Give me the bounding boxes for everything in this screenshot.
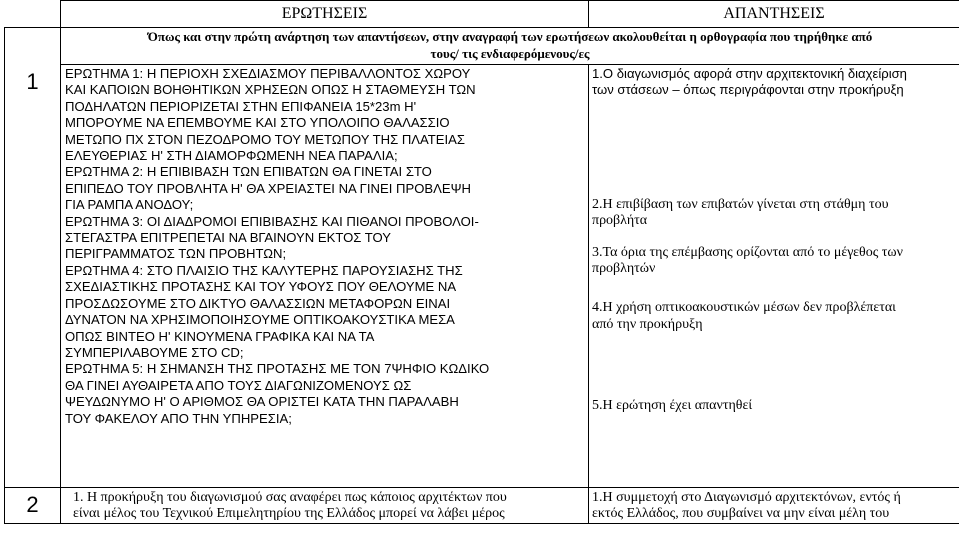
note-line-2: τους/ τις ενδιαφερόμενους/ες <box>430 46 590 61</box>
note-line-1: Όπως και στην πρώτη ανάρτηση των απαντήσεων, στην αναγραφή των ερωτήσεων ακολουθείται η ορθογραφία που τηρήθηκε από <box>147 29 873 44</box>
qa-table <box>4 0 959 524</box>
answer-line: 2.Η επιβίβαση των επιβατών γίνεται στη στάθμη του <box>592 196 889 212</box>
question-line: ΠΡΟΣΔΩΣΟΥΜΕ ΣΤΟ ΔΙΚΤΥΟ ΘΑΛΑΣΣΙΩΝ ΜΕΤΑΦΟΡΩΝ ΕΙΝΑΙ <box>65 295 451 311</box>
question-line: ΚΑΙ ΚΑΠΟΙΩΝ ΒΟΗΘΗΤΙΚΩΝ ΧΡΗΣΕΩΝ ΟΠΩΣ Η ΣΤΑΘΜΕΥΣΗ ΤΩΝ <box>65 82 476 98</box>
question-line: ΣΤΕΓΑΣΤΡΑ ΕΠΙΤΡΕΠΕΤΑΙ ΝΑ ΒΓΑΙΝΟΥΝ ΕΚΤΟΣ ΤΟΥ <box>65 230 392 246</box>
question-line: ΕΠΙΠΕΔΟ ΤΟΥ ΠΡΟΒΛΗΤΑ Η' ΘΑ ΧΡΕΙΑΣΤΕΙ ΝΑ ΓΙΝΕΙ ΠΡΟΒΛΕΨΗ <box>65 180 471 196</box>
question-line: ΓΙΑ ΡΑΜΠΑ ΑΝΟΔΟΥ; <box>65 197 194 213</box>
row-number-2: 2 <box>5 488 61 524</box>
question-line: ΣΥΜΠΕΡΙΛΑΒΟΥΜΕ ΣΤΟ CD; <box>65 344 244 360</box>
question-line: ΠΟΔΗΛΑΤΩΝ ΠΕΡΙΟΡΙΖΕΤΑΙ ΣΤΗΝ ΕΠΙΦΑΝΕΙΑ 15*23m Η' <box>65 98 417 114</box>
question-line: ΜΠΟΡΟΥΜΕ ΝΑ ΕΠΕΜΒΟΥΜΕ ΚΑΙ ΣΤΟ ΥΠΟΛΟΙΠΟ ΘΑΛΑΣΣΙΟ <box>65 115 450 131</box>
questions-cell-2 <box>61 488 589 524</box>
question-line: ΕΡΩΤΗΜΑ 3: ΟΙ ΔΙΑΔΡΟΜΟΙ ΕΠΙΒΙΒΑΣΗΣ ΚΑΙ ΠΙΘΑΝΟΙ ΠΡΟΒΟΛΟΙ- <box>65 213 479 229</box>
header-row <box>5 1 959 28</box>
answer-line: προβλητών <box>592 261 656 277</box>
answer-line: 3.Τα όρια της επέμβασης ορίζονται από το μέγεθος των <box>592 244 903 260</box>
question-line: είναι μέλος του Τεχνικού Επιμελητηρίου της Ελλάδος μπορεί να λάβει μέρος <box>73 506 505 522</box>
header-blank-cell <box>5 1 61 28</box>
answer-line: 1.Η συμμετοχή στο Διαγωνισμό αρχιτεκτόνων, εντός ή <box>592 490 901 505</box>
question-line: ΕΛΕΥΘΕΡΙΑΣ Η' ΣΤΗ ΔΙΑΜΟΡΦΩΜΕΝΗ ΝΕΑ ΠΑΡΑΛΙΑ; <box>65 148 398 164</box>
question-line: ΜΕΤΩΠΟ ΠΧ ΣΤΟΝ ΠΕΖΟΔΡΟΜΟ ΤΟΥ ΜΕΤΩΠΟΥ ΤΗΣ ΠΛΑΤΕΙΑΣ <box>65 131 465 147</box>
question-line: ΔΥΝΑΤΟΝ ΝΑ ΧΡΗΣΙΜΟΠΟΙΗΣΟΥΜΕ ΟΠΤΙΚΟΑΚΟΥΣΤΙΚΑ ΜΕΣΑ <box>65 312 455 328</box>
qa-row-2 <box>5 488 959 524</box>
question-line: ΟΠΩΣ ΒΙΝΤΕΟ Η' ΚΙΝΟΥΜΕΝΑ ΓΡΑΦΙΚΑ ΚΑΙ ΝΑ ΤΑ <box>65 328 375 344</box>
questions-header: ΕΡΩΤΗΣΕΙΣ <box>61 1 589 28</box>
answer-line: από την προκήρυξη <box>592 316 703 332</box>
answer-line: 1.Ο διαγωνισμός αφορά στην αρχιτεκτονική διαχείριση <box>592 66 907 81</box>
question-line: ΕΡΩΤΗΜΑ 5: Η ΣΗΜΑΝΣΗ ΤΗΣ ΠΡΟΤΑΣΗΣ ΜΕ ΤΟΝ 7ΨΗΦΙΟ ΚΩΔΙΚΟ <box>65 361 490 377</box>
orthography-note <box>61 28 959 65</box>
question-line: ΕΡΩΤΗΜΑ 2: Η ΕΠΙΒΙΒΑΣΗ ΤΩΝ ΕΠΙΒΑΤΩΝ ΘΑ ΓΙΝΕΤΑΙ ΣΤΟ <box>65 164 432 180</box>
answers-header: ΑΠΑΝΤΗΣΕΙΣ <box>589 1 959 28</box>
answer-line: 5.Η ερώτηση έχει απαντηθεί <box>592 398 753 414</box>
row-number-1: 1 <box>5 65 61 488</box>
qa-row-1 <box>5 65 959 488</box>
answer-1 <box>592 66 959 99</box>
question-line: ΕΡΩΤΗΜΑ 4: ΣΤΟ ΠΛΑΙΣΙΟ ΤΗΣ ΚΑΛΥΤΕΡΗΣ ΠΑΡΟΥΣΙΑΣΗΣ ΤΗΣ <box>65 262 463 278</box>
answer-line: των στάσεων – όπως περιγράφονται στην προκήρυξη <box>592 82 904 98</box>
question-line: ΠΕΡΙΓΡΑΜΜΑΤΟΣ ΤΩΝ ΠΡΟΒΗΤΩΝ; <box>65 246 287 262</box>
note-blank-cell <box>5 28 61 65</box>
question-line: ΕΡΩΤΗΜΑ 1: Η ΠΕΡΙΟΧΗ ΣΧΕΔΙΑΣΜΟΥ ΠΕΡΙΒΑΛΛΟΝΤΟΣ ΧΩΡΟΥ <box>65 66 471 81</box>
question-line: 1. Η προκήρυξη του διαγωνισμού σας αναφέρει πως κάποιος αρχιτέκτων που <box>73 490 507 505</box>
question-line: ΣΧΕΔΙΑΣΤΙΚΗΣ ΠΡΟΤΑΣΗΣ ΚΑΙ ΤΟΥ ΥΦΟΥΣ ΠΟΥ ΘΕΛΟΥΜΕ ΝΑ <box>65 279 457 295</box>
answers-cell-1 <box>589 65 959 488</box>
answer-4 <box>592 300 959 333</box>
answers-cell-2 <box>589 488 959 524</box>
answer-5 <box>592 398 959 414</box>
answer-line: προβλήτα <box>592 213 648 229</box>
question-line: ΤΟΥ ΦΑΚΕΛΟΥ ΑΠΟ ΤΗΝ ΥΠΗΡΕΣΙΑ; <box>65 410 292 426</box>
answer-3 <box>592 245 959 278</box>
questions-cell-1 <box>61 65 589 488</box>
answer-line: εκτός Ελλάδος, που συμβαίνει να μην είναι μέλη του <box>592 506 890 522</box>
answer-line: 4.Η χρήση οπτικοακουστικών μέσων δεν προβλέπεται <box>592 300 896 316</box>
answer-2 <box>592 197 959 230</box>
question-line: ΘΑ ΓΙΝΕΙ ΑΥΘΑΙΡΕΤΑ ΑΠΟ ΤΟΥΣ ΔΙΑΓΩΝΙΖΟΜΕΝΟΥΣ ΩΣ <box>65 377 412 393</box>
note-row <box>5 28 959 65</box>
question-line: ΨΕΥΔΩΝΥΜΟ Η' Ο ΑΡΙΘΜΟΣ ΘΑ ΟΡΙΣΤΕΙ ΚΑΤΑ ΤΗΝ ΠΑΡΑΛΑΒΗ <box>65 394 459 410</box>
